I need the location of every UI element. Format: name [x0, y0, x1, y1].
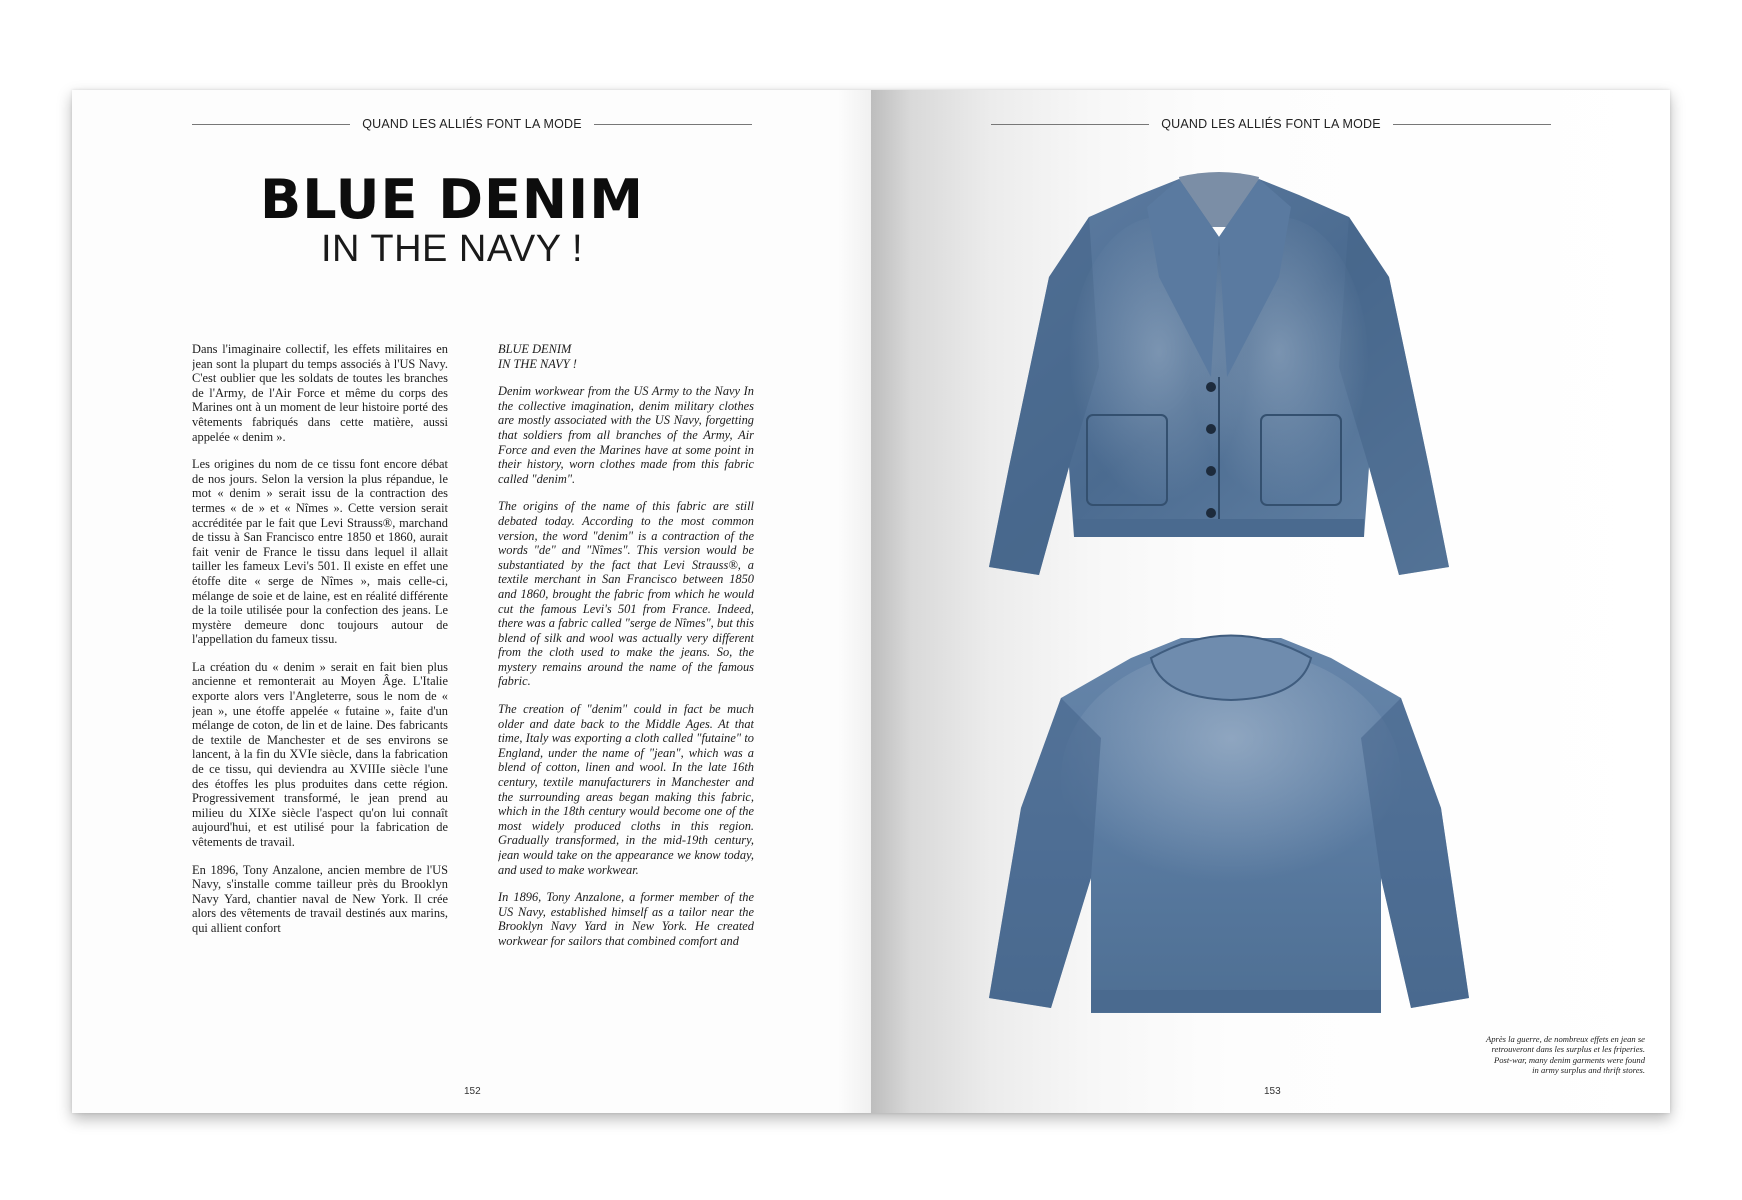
running-head-left: [192, 116, 752, 132]
denim-jacket-front-photo: [979, 167, 1459, 587]
magazine-spread: [72, 90, 1670, 1113]
page-number-right: 153: [1264, 1086, 1281, 1097]
english-paragraph: In 1896, Tony Anzalone, a former member of the US Navy, established himself as a tailor near the Brooklyn Navy Yard in New York. He created workwear for sailors that combined comfort and: [498, 890, 754, 948]
running-head-text: QUAND LES ALLIÉS FONT LA MODE: [362, 117, 582, 131]
english-title-line: IN THE NAVY !: [498, 356, 577, 371]
french-paragraph: En 1896, Tony Anzalone, ancien membre de l'US Navy, s'installe comme tailleur près du Brooklyn Navy Yard, chantier naval de New York. Il crée alors des vêtements de travail destinés aux marins, qui allient confort: [192, 862, 448, 935]
caption-line: Post-war, many denim garments were found: [1493, 1054, 1645, 1065]
header-rule: [594, 124, 752, 125]
english-title: [498, 342, 754, 371]
header-rule: [1393, 124, 1551, 125]
caption-line: in army surplus and thrift stores.: [1532, 1065, 1645, 1076]
title-main: BLUE DENIM: [260, 168, 644, 231]
caption-line: retrouveront dans les surplus et les friperies.: [1491, 1044, 1645, 1055]
denim-jacket-back-photo: [981, 618, 1477, 1038]
english-paragraph: The origins of the name of this fabric are still debated today. According to the most common version, the word "denim" is a contraction of the words "de" and "Nîmes". This version would be substantiated by the fact that Levi Strauss®, a textile merchant in San Francisco between 1850 and 1860, brought the fabric from which he would cut the famous Levi's 501 from France. Indeed, there was a fabric called "serge de Nîmes", but this blend of silk and wool was actually very different from the cloth used to make the jeans. So, the mystery remains around the name of the famous fabric.: [498, 499, 754, 689]
english-text-column: [498, 342, 754, 1022]
jacket-back-illustration: [981, 618, 1477, 1038]
title-subtitle: IN THE NAVY !: [320, 227, 584, 270]
gutter-shadow: [837, 90, 871, 1113]
running-head-right: [991, 116, 1551, 132]
caption-line: Après la guerre, de nombreux effets en jean se: [1485, 1034, 1645, 1044]
running-head-text: QUAND LES ALLIÉS FONT LA MODE: [1161, 117, 1381, 131]
english-paragraph: The creation of "denim" could in fact be much older and date back to the Middle Ages. At that time, Italy was exporting a cloth called "futaine" to England, under the name of "jean", which was a blend of cotton, linen and wool. In the late 16th century, textile manufacturers in Manchester and the surrounding areas began making this fabric, which in the 18th century would become one of the most widely produced cloths in this region. Gradually transformed, in the mid-19th century, jean would take on the appearance we know today, and used to make workwear.: [498, 702, 754, 877]
page-number-left: 152: [464, 1086, 481, 1097]
jacket-front-illustration: [979, 167, 1459, 587]
english-paragraph: Denim workwear from the US Army to the Navy In the collective imagination, denim military clothes are mostly associated with the US Navy, forgetting that soldiers from all branches of the Army, Air Force and even the Marines have at some point in their history, worn clothes made from this fabric called "denim".: [498, 384, 754, 486]
left-page: [72, 90, 871, 1113]
french-text-column: [192, 342, 448, 1022]
french-paragraph: Les origines du nom de ce tissu font encore débat de nos jours. Selon la version la plus répandue, le mot « denim » serait issu de la contraction des termes « de » et « Nîmes ». Cette version serait accréditée par le fait que Levi Strauss®, marchand de tissu à San Francisco entre 1850 et 1860, aurait fait venir de France le tissu dans lequel il allait tailler les fameux Levi's 501. Il existe en effet une étoffe dite « serge de Nîmes », mais celle-ci, mélange de soie et de laine, est en réalité différente de la toile utilisée pour la confection des jeans. Le mystère demeure donc toujours autour de l'appellation du fameux tissu.: [192, 457, 448, 647]
header-rule: [192, 124, 350, 125]
header-rule: [991, 124, 1149, 125]
english-title-line: BLUE DENIM: [498, 342, 572, 356]
right-page: [871, 90, 1670, 1113]
article-title: [172, 168, 732, 270]
photo-caption: [1431, 1034, 1645, 1076]
french-paragraph: Dans l'imaginaire collectif, les effets militaires en jean sont la plupart du temps associés à l'US Navy. C'est oublier que les soldats de toutes les branches de l'Army, de l'Air Force et même du corps des Marines ont à un moment de leur histoire porté des vêtements fabriqués dans cette matière, aussi appelée « denim ».: [192, 342, 448, 444]
french-paragraph: La création du « denim » serait en fait bien plus ancienne et remonterait au Moyen Âge. L'Italie exporte alors vers l'Angleterre, sous le nom de « jean », une étoffe appelée « futaine », faite d'un mélange de coton, de lin et de laine. Des fabricants de textile de Manchester et de ses environs se lancent, à la fin du XVIe siècle, dans la fabrication de ce tissu, qui deviendra au XVIIIe siècle l'une des étoffes les plus produites dans cette région. Progressivement transformé, le jean prend au milieu du XIXe siècle l'aspect qu'on lui connaît aujourd'hui, et est utilisé pour la fabrication de vêtements de travail.: [192, 659, 448, 849]
